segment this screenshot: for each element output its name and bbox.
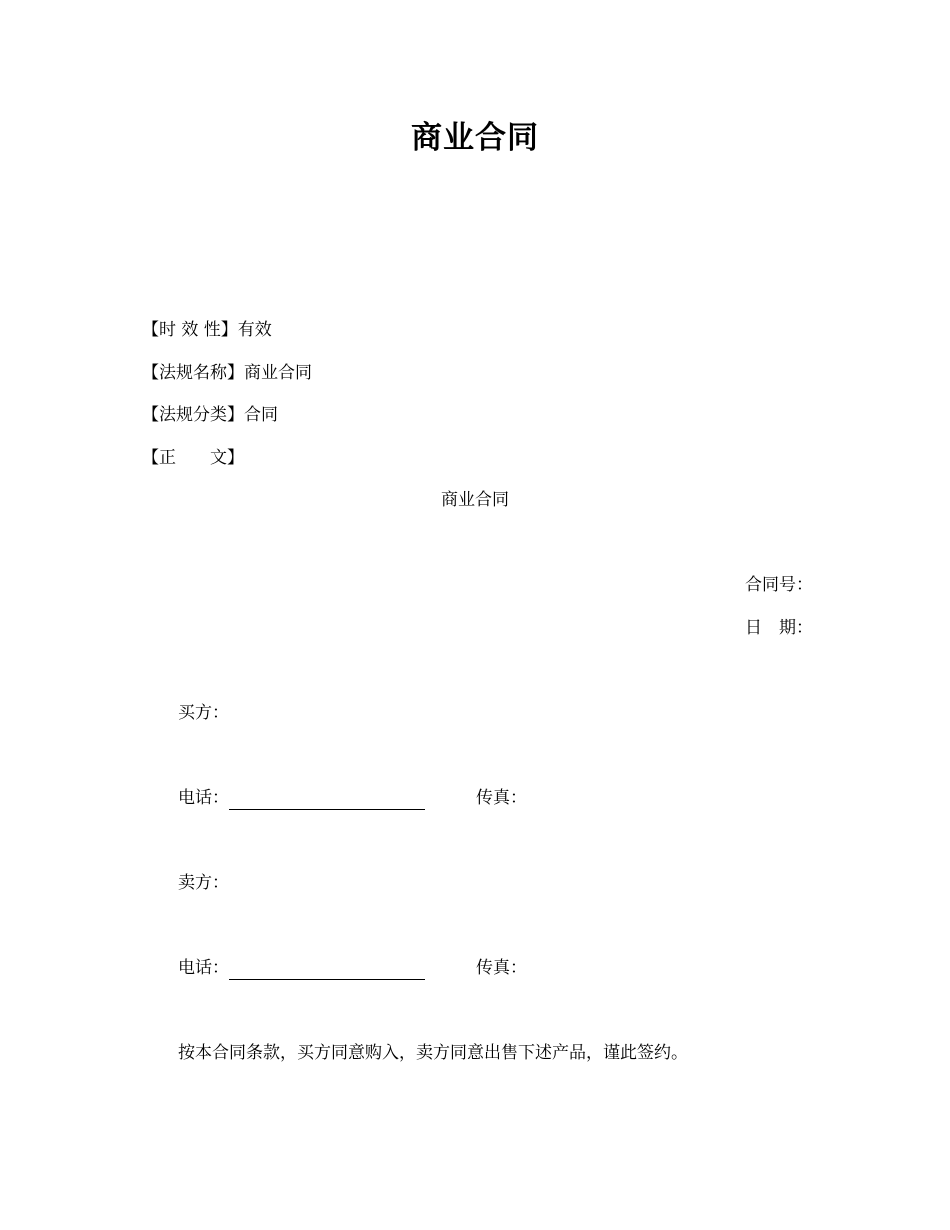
meta-validity: 【时 效 性】有效	[142, 320, 272, 340]
contract-subtitle: 商业合同	[441, 490, 509, 510]
buyer-phone-label: 电话：	[178, 788, 229, 808]
contract-number-label: 合同号：	[745, 575, 813, 595]
meta-category: 【法规分类】合同	[142, 405, 278, 425]
date-label: 日 期：	[745, 618, 813, 638]
seller-label: 卖方：	[178, 873, 229, 893]
agreement-text: 按本合同条款，买方同意购入，卖方同意出售下述产品，谨此签约。	[178, 1043, 688, 1063]
buyer-fax-label: 传真：	[476, 788, 527, 808]
seller-phone-blank	[229, 961, 425, 980]
seller-phone-label: 电话：	[178, 958, 229, 978]
meta-body-label: 【正 文】	[142, 448, 244, 468]
document-title: 商业合同	[411, 120, 539, 156]
buyer-phone-blank	[229, 791, 425, 810]
seller-phone-row	[178, 956, 425, 980]
meta-name: 【法规名称】商业合同	[142, 363, 312, 383]
buyer-phone-row	[178, 786, 425, 810]
buyer-label: 买方：	[178, 703, 229, 723]
seller-fax-label: 传真：	[476, 958, 527, 978]
